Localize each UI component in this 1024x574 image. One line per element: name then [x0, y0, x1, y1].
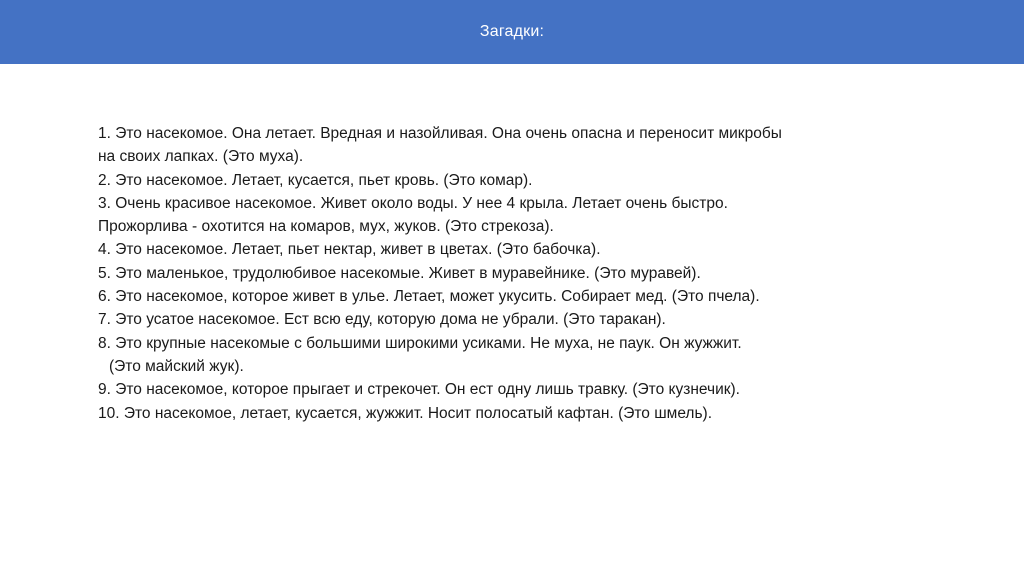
- riddles-text-box: [98, 122, 918, 425]
- riddle-line-5: 5. Это маленькое, трудолюбивое насекомые. Живет в муравейнике. (Это муравей).: [98, 264, 701, 282]
- riddle-line-8b: (Это майский жук).: [109, 357, 244, 375]
- riddle-line-3a: 3. Очень красивое насекомое. Живет около воды. У нее 4 крыла. Летает очень быстро.: [98, 194, 728, 212]
- riddle-line-6: 6. Это насекомое, которое живет в улье. Летает, может укусить. Собирает мед. (Это пчела).: [98, 288, 760, 306]
- title-bar: [0, 0, 1024, 64]
- riddle-line-2: 2. Это насекомое. Летает, кусается, пьет кровь. (Это комар).: [98, 171, 533, 189]
- riddle-line-9: 9. Это насекомое, которое прыгает и стрекочет. Он ест одну лишь травку. (Это кузнечик).: [98, 381, 740, 399]
- riddle-line-7: 7. Это усатое насекомое. Ест всю еду, которую дома не убрали. (Это таракан).: [98, 311, 666, 329]
- riddle-line-10: 10. Это насекомое, летает, кусается, жужжит. Носит полосатый кафтан. (Это шмель).: [98, 404, 713, 422]
- riddle-line-1a: 1. Это насекомое. Она летает. Вредная и назойливая. Она очень опасна и переносит микробы: [98, 125, 782, 142]
- riddle-line-4: 4. Это насекомое. Летает, пьет нектар, живет в цветах. (Это бабочка).: [98, 241, 601, 259]
- riddle-line-8a: 8. Это крупные насекомые с большими широкими усиками. Не муха, не паук. Он жужжит.: [98, 334, 742, 352]
- riddle-line-1b: на своих лапках. (Это муха).: [98, 148, 304, 166]
- riddle-line-3b: Прожорлива - охотится на комаров, мух, жуков. (Это стрекоза).: [98, 218, 554, 236]
- slide-title: Загадки:: [479, 23, 545, 40]
